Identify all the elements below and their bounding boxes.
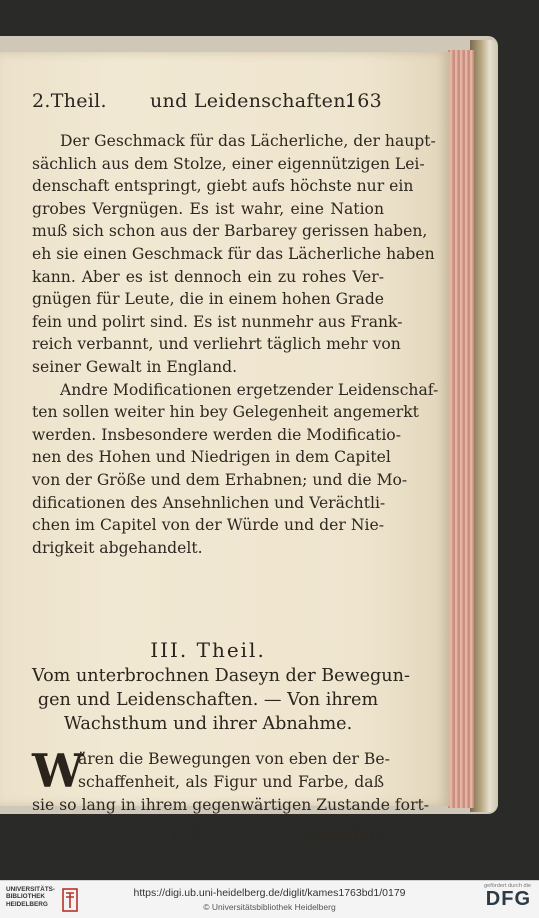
page-number: 163	[344, 90, 382, 112]
logo-line: UNIVERSITÄTS-	[6, 886, 55, 893]
text-line: eh sie einen Geschmack für das Lächerliche haben	[32, 244, 435, 263]
signature-mark: L 2	[172, 826, 198, 844]
logo-line: HEIDELBERG	[6, 900, 48, 908]
text-line: von der Größe und dem Erhabnen; und die Mo-	[32, 470, 408, 489]
running-header	[32, 90, 382, 116]
text-line: drigkeit abgehandelt.	[32, 538, 203, 557]
text-line: sächlich aus dem Stolze, einer eigennützigen Lei-	[32, 154, 425, 173]
page-edges	[448, 50, 474, 808]
text-line: grobes Vergnügen. Es ist wahr, eine Nation	[32, 199, 384, 218]
section-heading: III. Theil.	[150, 638, 266, 662]
text-line: Der Geschmack für das Lächerliche, der haupt-	[60, 132, 436, 150]
text-line: Andre Modificationen ergetzender Leidenschaf-	[60, 380, 439, 399]
header-part: 2.Theil.	[32, 90, 107, 112]
section-title	[32, 664, 410, 736]
dfg-logo-text: DFG	[485, 888, 531, 910]
logo-line: BIBLIOTHEK	[6, 893, 46, 901]
text-line: werden. Insbesondere werden die Modificatio-	[32, 425, 401, 444]
text-line: denschaft entspringt, giebt aufs höchste nur ein	[32, 177, 414, 196]
chapter-opening	[32, 744, 430, 817]
section-title-line: gen und Leidenschaften. — Von ihrem	[37, 690, 379, 710]
dfg-caption: gefördert durch die	[484, 883, 531, 889]
source-url[interactable]: https://digi.ub.uni-heidelberg.de/diglit/kames1763bd1/0179	[133, 887, 406, 899]
text-line: seiner Gewalt in England.	[32, 357, 238, 376]
text-line: dificationen des Ansehnlichen und Verächtli-	[32, 493, 386, 512]
text-line: nen des Hohen und Niedrigen in dem Capitel	[32, 448, 391, 467]
text-line: kann. Aber es ist dennoch ein zu rohes Ver-	[32, 267, 384, 286]
text-line: muß sich schon aus der Barbarey gerissen haben,	[32, 222, 428, 241]
dfg-logo[interactable]	[475, 883, 531, 915]
text-line: schaffenheit, als Figur und Farbe, daß	[78, 773, 384, 791]
body-text	[32, 130, 439, 559]
text-line: fein und polirt sind. Es ist nunmehr aus Frank-	[32, 312, 403, 331]
text-line: ären die Bewegungen von eben der Be-	[78, 750, 390, 768]
book-page	[0, 52, 450, 844]
text-line: chen im Capitel von der Würde und der Nie-	[32, 516, 384, 535]
catchword: dauerten,	[307, 826, 384, 844]
text-line: ten sollen weiter hin bey Gelegenheit angemerkt	[32, 403, 419, 422]
text-line: reich verbannt, und verliehrt täglich mehr von	[32, 335, 401, 354]
text-line: sie so lang in ihrem gegenwärtigen Zustande fort-	[32, 796, 430, 814]
text-line: gnügen für Leute, die in einem hohen Grade	[32, 290, 385, 309]
section-title-line: Vom unterbrochnen Daseyn der Bewegun-	[32, 666, 410, 686]
page-footer	[32, 826, 384, 848]
viewer-footer-bar	[0, 880, 539, 918]
section-title-line: Wachsthum und ihrer Abnahme.	[63, 714, 353, 734]
cover-edge	[470, 40, 498, 812]
copyright-notice: © Universitätsbibliothek Heidelberg	[203, 902, 336, 912]
header-title: und Leidenschaften.	[150, 90, 353, 112]
drop-cap: W	[32, 744, 84, 798]
